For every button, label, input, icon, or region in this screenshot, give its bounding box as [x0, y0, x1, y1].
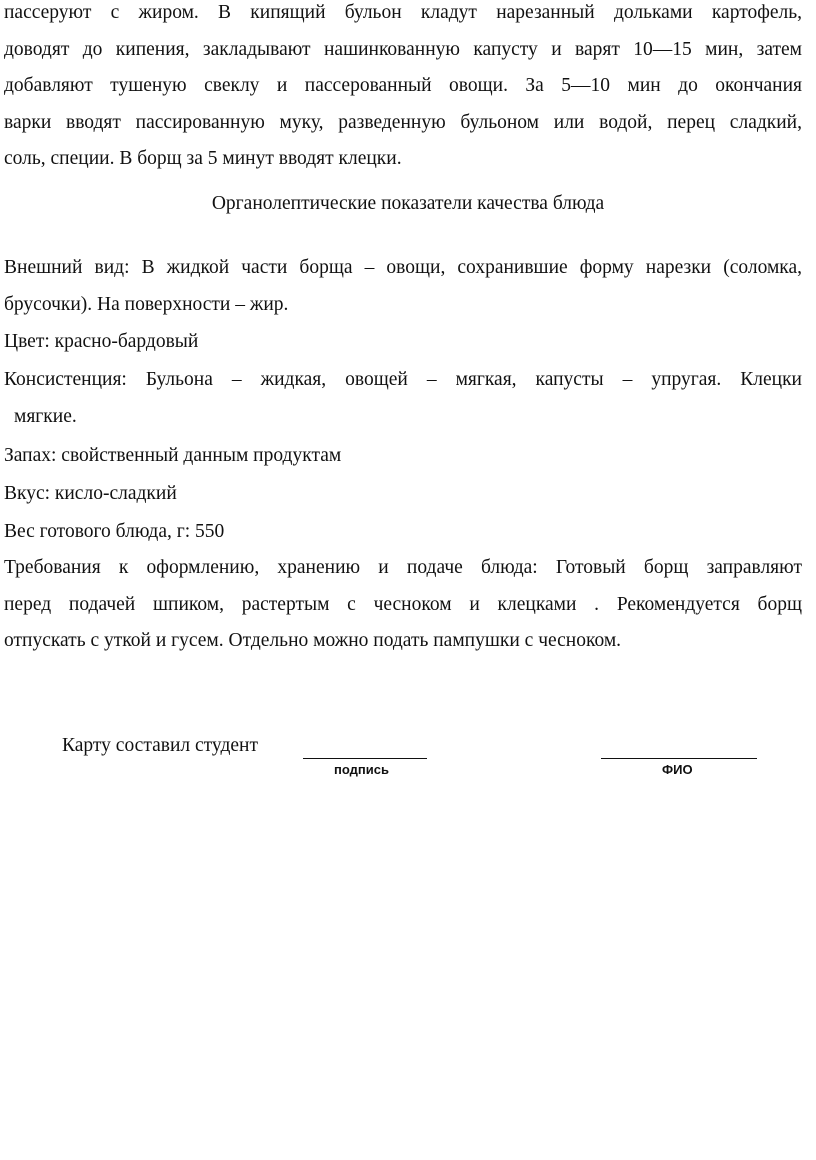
- requirements-line: Требования к оформлению, хранению и подаче блюда: Готовый борщ заправляют: [4, 557, 802, 578]
- signature-caption: подпись: [334, 762, 389, 777]
- requirements-line: перед подачей шпиком, растертым с чесноком и клецками . Рекомендуется борщ: [4, 593, 802, 615]
- signature-label: Карту составил студент: [62, 735, 258, 756]
- taste-field: Вкус: кисло-сладкий: [4, 483, 177, 504]
- name-caption: ФИО: [662, 762, 693, 777]
- requirements-field: [4, 550, 802, 660]
- appearance-line: Внешний вид: В жидкой части борща – овощи, сохранившие форму нарезки (соломка,: [4, 257, 802, 278]
- appearance-line: брусочки). На поверхности – жир.: [4, 293, 289, 315]
- section-heading: Органолептические показатели качества блюда: [211, 193, 605, 214]
- intro-line: соль, специи. В борщ за 5 минут вводят клецки.: [4, 148, 402, 169]
- appearance-field: [4, 250, 802, 323]
- name-line: [601, 758, 757, 759]
- consistency-line: мягкие.: [14, 405, 77, 427]
- requirements-line: отпускать с уткой и гусем. Отдельно можно подать пампушки с чесноком.: [4, 630, 622, 651]
- intro-line: варки вводят пассированную муку, разведенную бульоном или водой, перец сладкий,: [4, 111, 802, 133]
- intro-line: доводят до кипения, закладывают нашинкованную капусту и варят 10—15 мин, затем: [4, 38, 802, 60]
- smell-field: Запах: свойственный данным продуктам: [4, 445, 342, 466]
- intro-paragraph: [4, 0, 802, 178]
- color-field: Цвет: красно-бардовый: [4, 331, 199, 352]
- intro-line: пассеруют с жиром. В кипящий бульон кладут нарезанный дольками картофель,: [4, 2, 802, 23]
- weight-field: Вес готового блюда, г: 550: [4, 521, 225, 542]
- consistency-line: Консистенция: Бульона – жидкая, овощей – мягкая, капусты – упругая. Клецки: [4, 369, 802, 390]
- intro-line: добавляют тушеную свеклу и пассерованный овощи. За 5—10 мин до окончания: [4, 75, 802, 96]
- signature-line: [303, 758, 427, 759]
- consistency-field: [4, 362, 802, 435]
